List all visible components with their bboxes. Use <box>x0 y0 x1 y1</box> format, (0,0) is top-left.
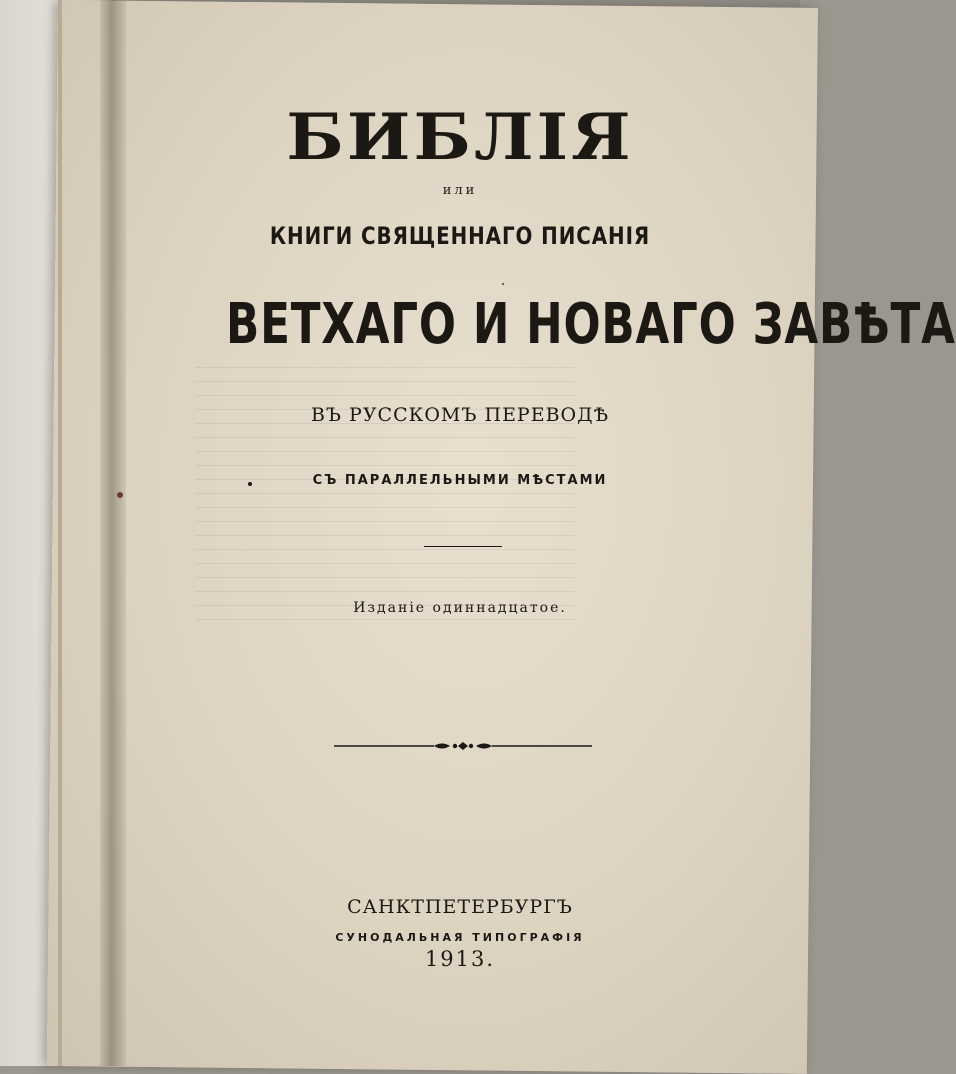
imprint-city: САНКТПЕТЕРБУРГЪ <box>347 896 573 918</box>
page-edge <box>58 0 62 1066</box>
foxing-spot <box>117 492 123 498</box>
book-title: БИБЛІЯ <box>286 100 634 175</box>
foxing-spot <box>502 283 504 285</box>
translation-line: ВЪ РУССКОМЪ ПЕРЕВОДѢ <box>310 404 610 426</box>
edition-line: Изданіе одиннадцатое. <box>353 600 567 616</box>
testaments-heading: ВЕТХАГО И НОВАГО ЗАВѢТА <box>226 292 956 357</box>
short-divider-rule <box>424 546 502 547</box>
title-conjunction: или <box>442 183 478 198</box>
parallels-line: СЪ ПАРАЛЛЕЛЬНЫМИ МѢСТАМИ <box>312 473 608 488</box>
ornamental-rule <box>334 738 592 754</box>
show-through-text <box>195 360 575 620</box>
imprint-press: СУНОДАЛЬНАЯ ТИПОГРАФІЯ <box>335 931 585 944</box>
imprint-year: 1913. <box>424 947 496 971</box>
book-subtitle: КНИГИ СВЯЩЕННАГО ПИСАНІЯ <box>269 222 651 250</box>
binding-shadow <box>100 0 126 1066</box>
